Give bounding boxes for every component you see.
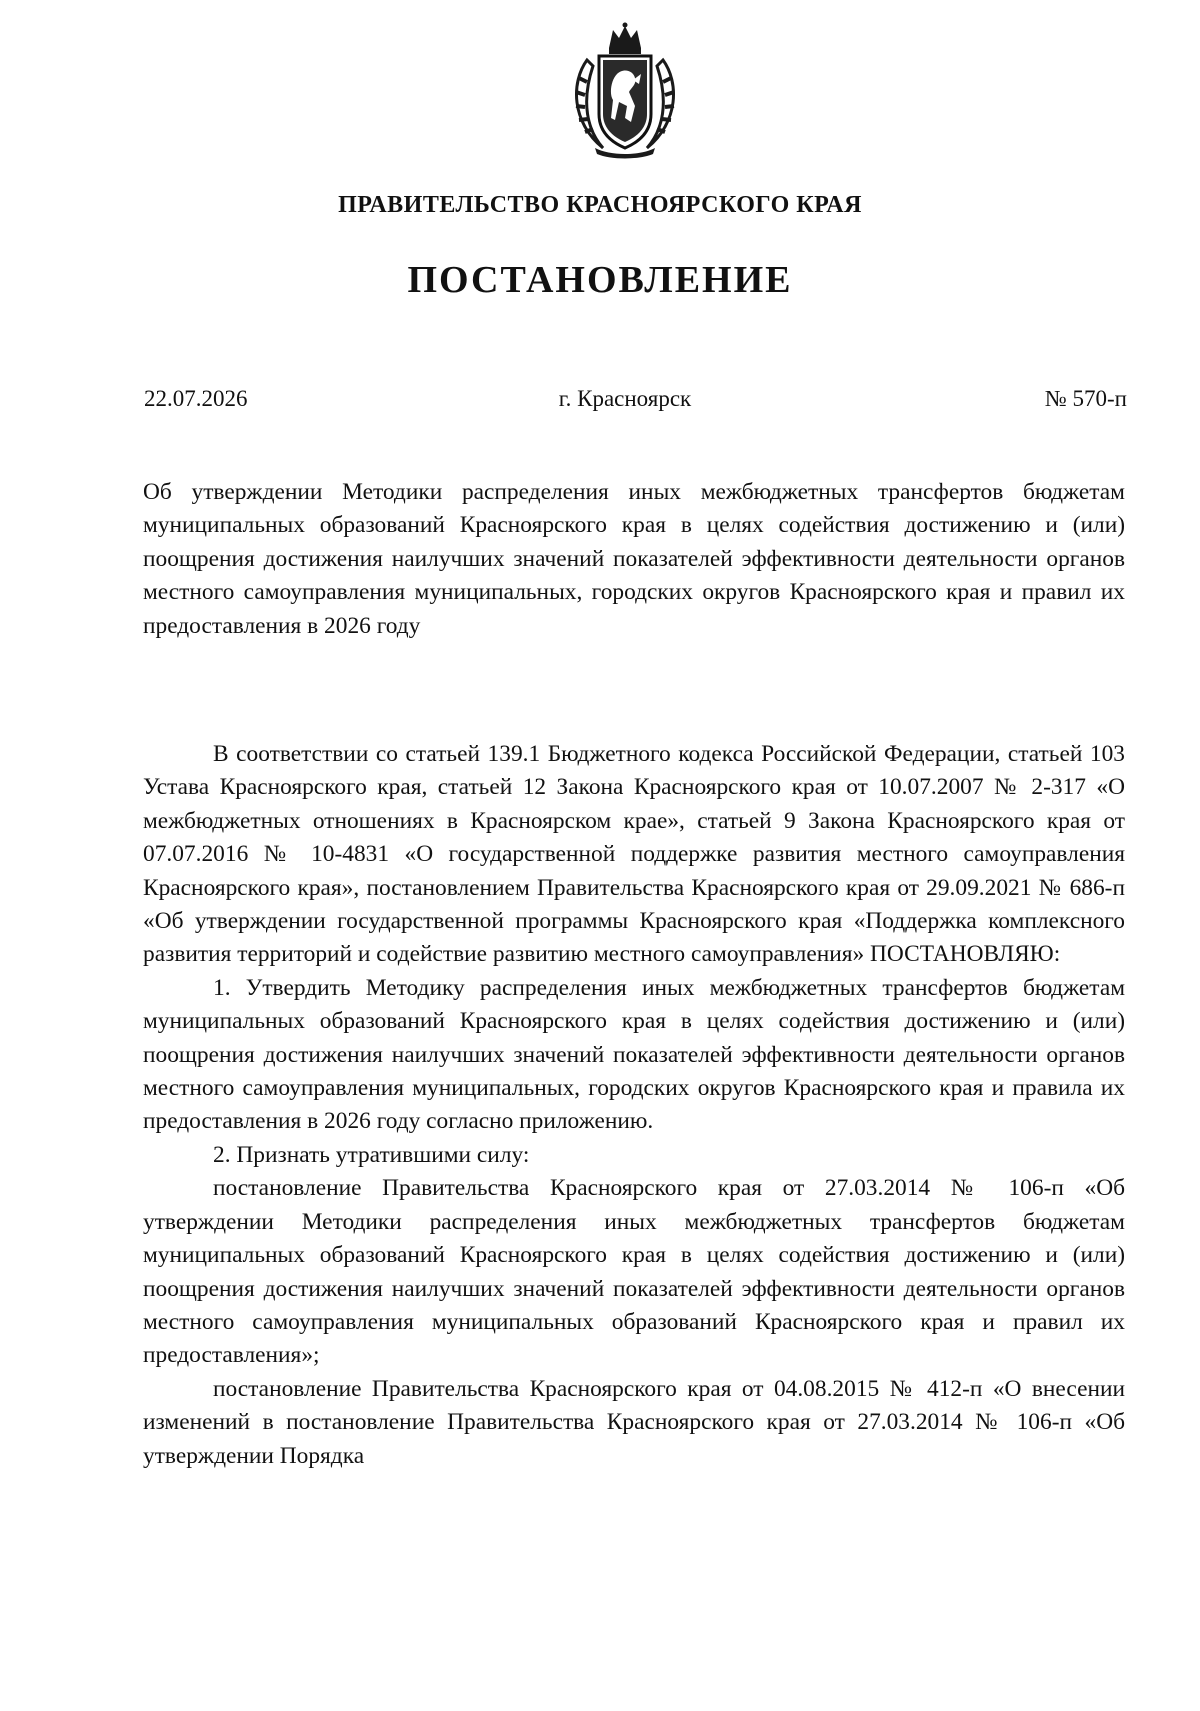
document-body: [143, 738, 1125, 1473]
document-subject: Об утверждении Методики распределения иных межбюджетных трансфертов бюджетам муниципальных образований Красноярского края в целях содействия достижению и (или) поощрения достижения наилучших значений показателей эффективности деятельности органов местного самоуправления муниципальных, городских округов Красноярского края и правил их предоставления в 2026 году: [143, 479, 1125, 639]
item-2b-paragraph: постановление Правительства Красноярского края от 04.08.2015 № 412-п «О внесении изменений в постановление Правительства Красноярского края от 27.03.2014 № 106-п «Об утверждении Порядка: [143, 1375, 1125, 1469]
item-2-paragraph: 2. Признать утратившими силу:: [213, 1141, 530, 1168]
preamble-paragraph: В соответствии со статьей 139.1 Бюджетного кодекса Российской Федерации, статьей 103 Устава Красноярского края, статьей 12 Закона Красноярского края от 10.07.2007 № 2-317 «О межбюджетных отношениях в Красноярском крае», статьей 9 Закона Красноярского края от 07.07.2016 № 10-4831 «О государственной поддержке развития местного самоуправления Красноярского края», постановлением Правительства Красноярского края от 29.09.2021 № 686-п «Об утверждении государственной программы Красноярского края «Поддержка комплексного развития территорий и содействие развитию местного самоуправления» ПОСТАНОВЛЯЮ:: [143, 741, 1125, 968]
document-date: 22.07.2026: [144, 386, 248, 411]
item-2a-paragraph: постановление Правительства Красноярского края от 27.03.2014 № 106-п «Об утверждении Методики распределения иных межбюджетных трансфертов бюджетам муниципальных образований Красноярского края в целях содействия достижению и (или) поощрения достижения наилучших значений показателей эффективности деятельности органов местного самоуправления муниципальных образований Красноярского края и правил их предоставления»;: [143, 1175, 1125, 1369]
document-number: № 570-п: [1044, 386, 1127, 411]
coat-of-arms-emblem: [565, 22, 685, 160]
document-city: г. Красноярск: [558, 386, 692, 411]
document-type-title: ПОСТАНОВЛЕНИЕ: [407, 259, 793, 301]
item-1-paragraph: 1. Утвердить Методику распределения иных межбюджетных трансфертов бюджетам муниципальных образований Красноярского края в целях содействия достижению и (или) поощрения достижения наилучших значений показателей эффективности деятельности органов местного самоуправления муниципальных, городских округов Красноярского края и правила их предоставления в 2026 году согласно приложению.: [143, 974, 1125, 1135]
organization-title: ПРАВИТЕЛЬСТВО КРАСНОЯРСКОГО КРАЯ: [338, 192, 862, 218]
